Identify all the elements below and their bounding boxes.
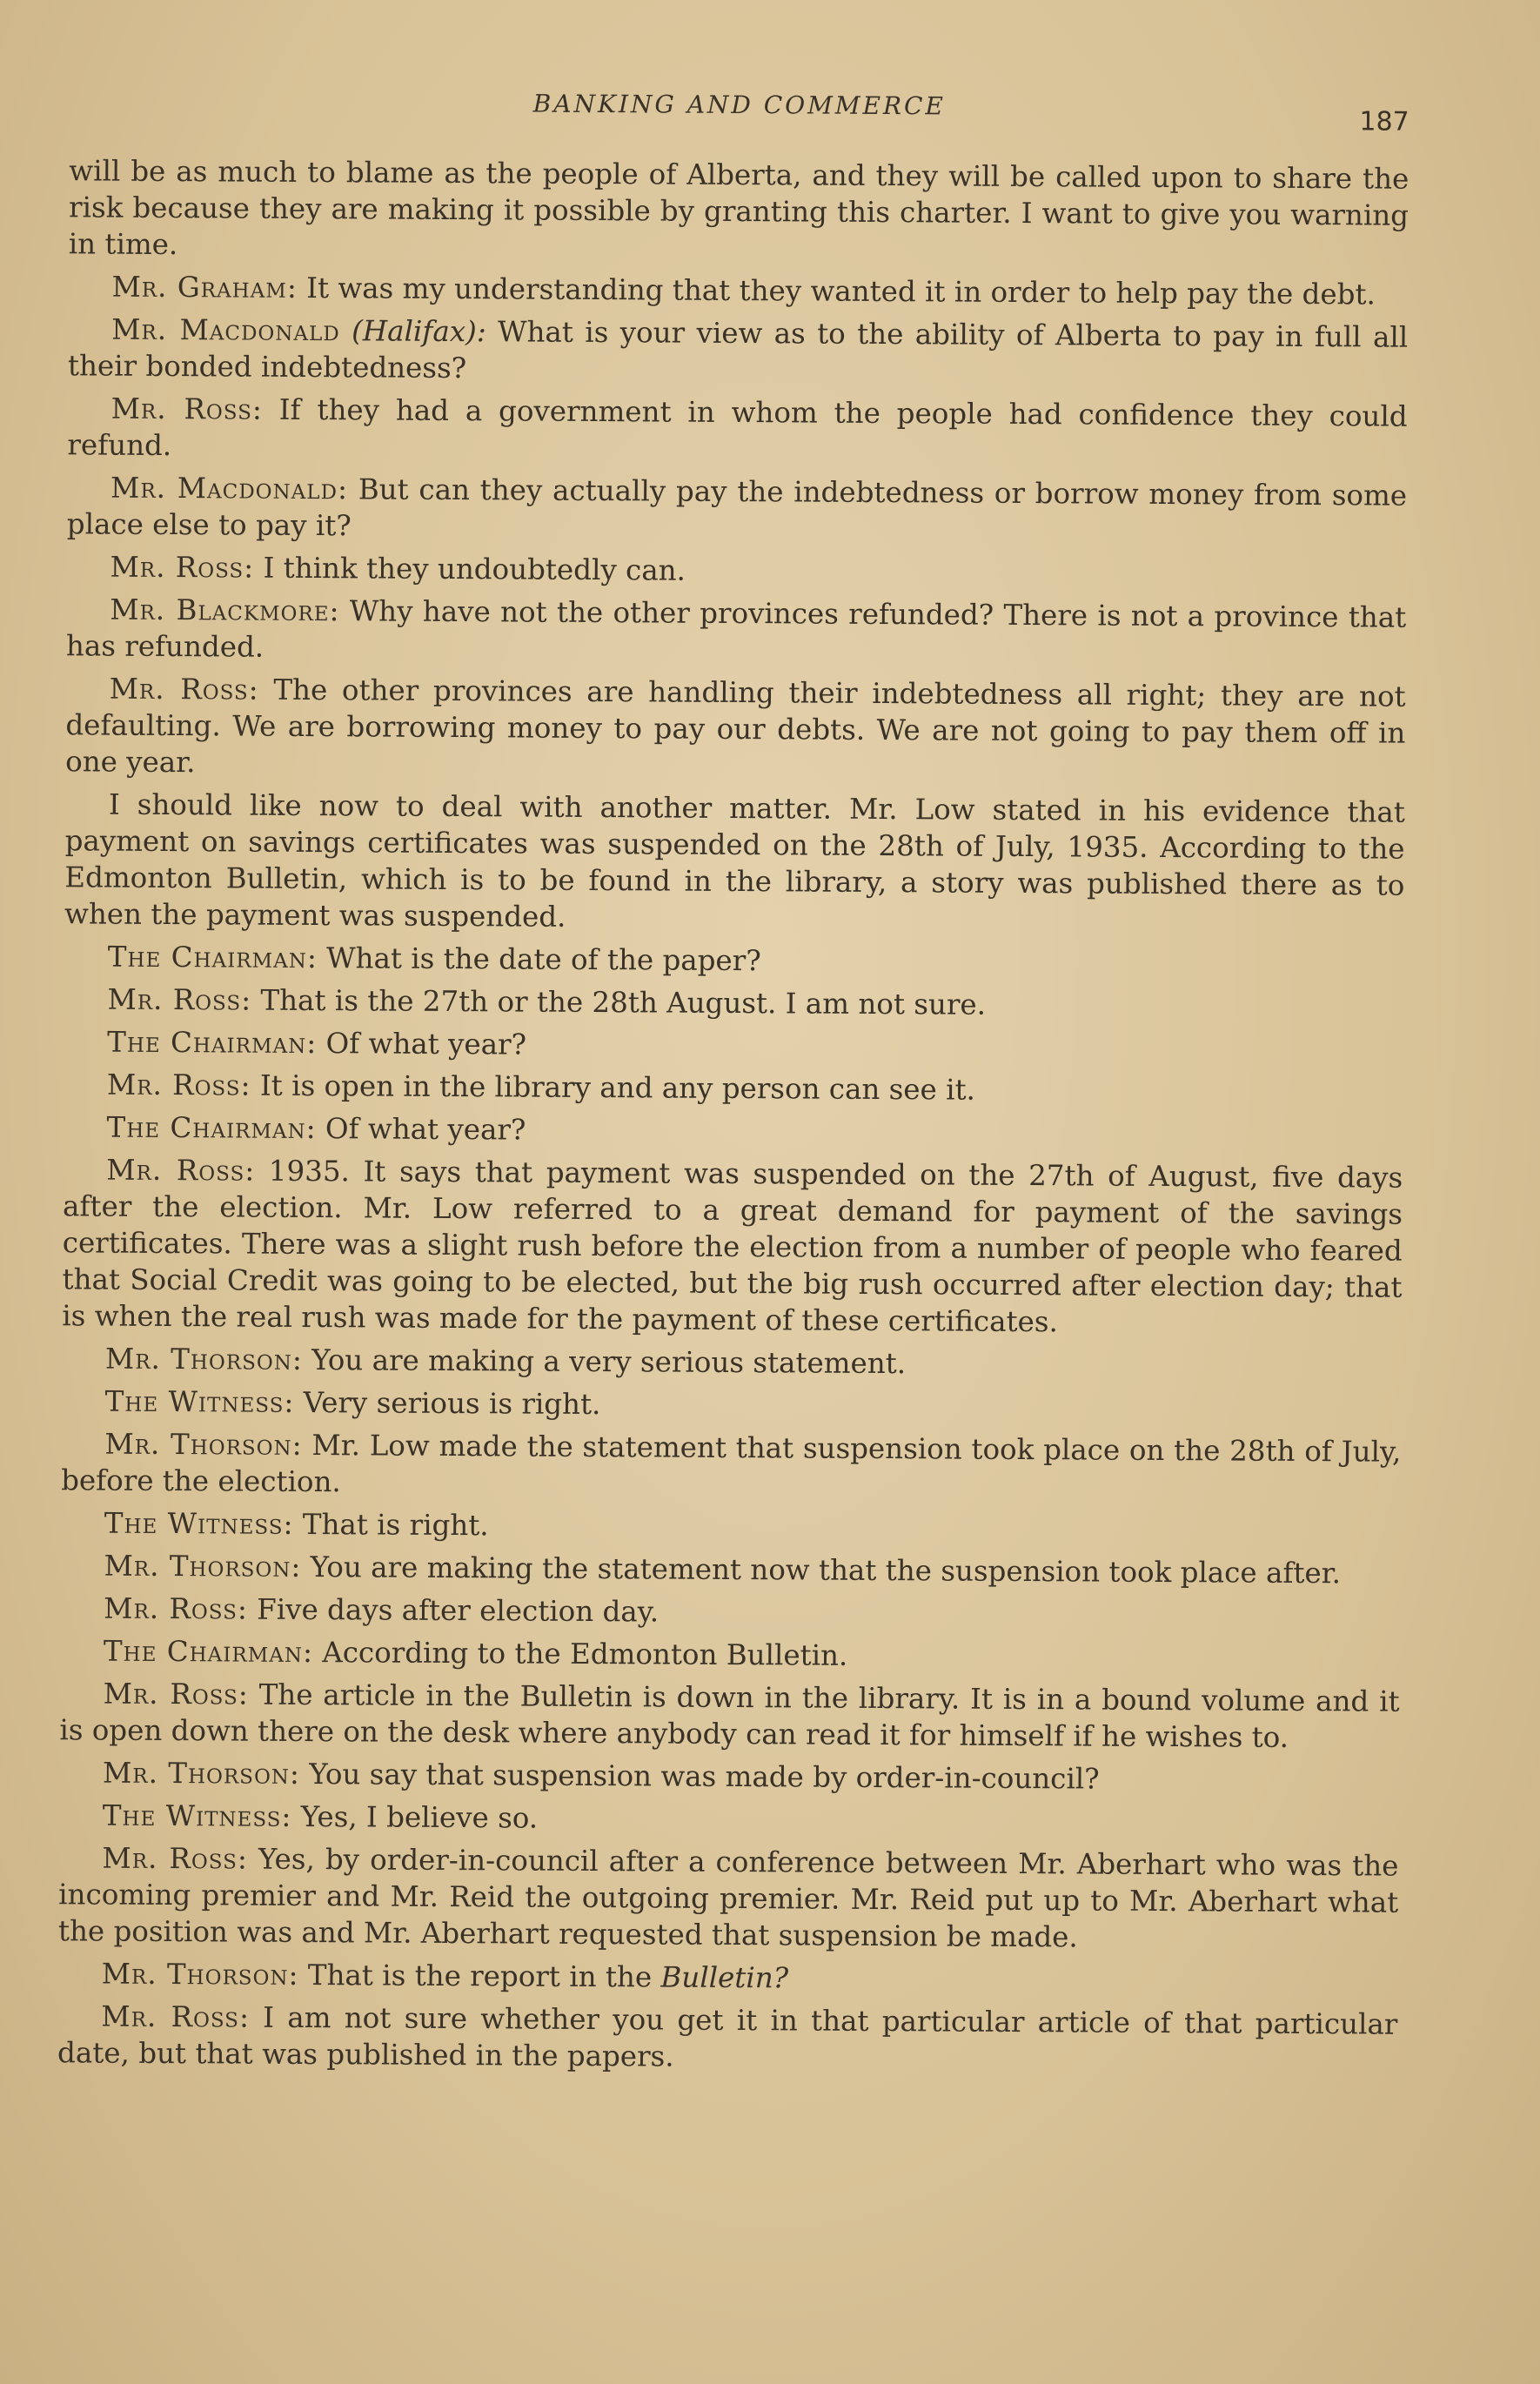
- speaker-name: Mr. Thorson:: [104, 1342, 303, 1376]
- speaker-name: Mr. Thorson:: [104, 1549, 302, 1584]
- speaker-name: The Chairman:: [103, 1634, 314, 1670]
- paragraph: [66, 591, 1406, 672]
- paragraph: [59, 1675, 1399, 1756]
- speaker-name: Mr. Ross:: [110, 550, 255, 585]
- speech-text: Yes, I believe so.: [291, 1799, 539, 1835]
- paragraph: [62, 1383, 1402, 1427]
- speech-text: That is the 27th or the 28th August. I am not sure.: [251, 983, 987, 1021]
- speech-text: That is right.: [293, 1507, 489, 1543]
- paragraph: [64, 786, 1405, 940]
- speaker-name: The Witness:: [104, 1384, 295, 1419]
- paragraph: [62, 1151, 1403, 1342]
- speaker-name: Mr. Ross:: [107, 982, 252, 1017]
- paragraph: [59, 1797, 1399, 1841]
- paragraph: [68, 268, 1408, 312]
- speech-text: But can they actually pay the indebtedness or borrow money from some place else to pay it?: [66, 472, 1408, 543]
- speech-text: will be as much to blame as the people of Alberta, and they will be called upon to share the risk because they are making it possible by granting this charter. I want to give you warning in time.: [68, 154, 1409, 262]
- speaker-name: Mr. Ross:: [110, 392, 263, 426]
- speech-text: You are making a very serious statement.: [302, 1343, 907, 1381]
- speaker-aside: (Halifax):: [339, 314, 486, 349]
- speech-text: 1935. It says that payment was suspended on the 27th of August, five days after the election. Mr. Low referred to a great demand for payment of the savings certificates. There was a slight rush before the election from a number of people who feared that Social Credit was going to be elected, but the big rush occurred after election day; that is when the real rush was made for the payment of these certificates.: [62, 1154, 1403, 1339]
- speech-text: It was my understanding that they wanted it in order to help pay the debt.: [297, 271, 1376, 311]
- speaker-name: The Witness:: [104, 1506, 294, 1541]
- paragraph: [67, 390, 1407, 471]
- speaker-name: Mr. Graham:: [111, 270, 298, 305]
- speaker-name: Mr. Macdonald:: [110, 471, 349, 506]
- speech-text: It is open in the library and any person can see it.: [251, 1068, 976, 1107]
- paragraph: [60, 1632, 1400, 1677]
- speech-text: The article in the Bulletin is down in the library. It is in a bound volume and it is open down there on the desk where anybody can read it for himself if he wishes to.: [59, 1678, 1400, 1754]
- speech-text: You are making the statement now that the suspension took place after.: [301, 1550, 1342, 1590]
- paragraph: [64, 1066, 1403, 1110]
- paragraph: [61, 1425, 1401, 1506]
- paragraph: [61, 1504, 1401, 1549]
- paragraph: [64, 938, 1404, 982]
- paragraph: [62, 1340, 1402, 1384]
- speech-text: Of what year?: [316, 1112, 526, 1147]
- speaker-name: Mr. Ross:: [104, 1591, 249, 1626]
- speech-text: I think they undoubtedly can.: [254, 551, 686, 587]
- paragraph: [58, 1839, 1399, 1957]
- speaker-name: Mr. Ross:: [106, 1153, 256, 1188]
- speaker-name: Mr. Ross:: [102, 1841, 249, 1876]
- speaker-name: Mr. Macdonald: [111, 312, 340, 348]
- speaker-name: Mr. Ross:: [109, 672, 259, 706]
- paragraph: [64, 981, 1403, 1025]
- speech-text: Mr. Low made the statement that suspension took place on the 28th of July, before the election.: [61, 1428, 1402, 1499]
- speaker-name: Mr. Blackmore:: [110, 593, 340, 628]
- paragraph: [69, 152, 1409, 270]
- paragraph: [60, 1590, 1400, 1634]
- paragraph: [67, 469, 1407, 550]
- speech-text: If they had a government in whom the people had confidence they could refund.: [67, 392, 1408, 463]
- paragraph: [59, 1754, 1399, 1798]
- paragraph: [65, 670, 1406, 787]
- speech-text: I should like now to deal with another matter. Mr. Low stated in his evidence that payment on savings certificates was suspended on the 28th of July, 1935. According to the Edmonton Bulletin, which is to be found in the library, a story was published there as to when the payment was suspended.: [64, 787, 1405, 934]
- speaker-name: Mr. Thorson:: [101, 1957, 299, 1992]
- speaker-name: Mr. Thorson:: [102, 1756, 301, 1791]
- body-text: [57, 152, 1409, 2079]
- speech-text: Why have not the other provinces refunded? There is not a province that has refunded.: [65, 594, 1407, 664]
- speech-text: According to the Edmonton Bulletin.: [312, 1636, 848, 1672]
- document-page: [57, 74, 1409, 2085]
- speaker-name: Mr. Ross:: [106, 1068, 251, 1102]
- speech-text: What is your view as to the ability of Alberta to pay in full all their bonded indebtedness?: [67, 315, 1409, 385]
- speaker-name: The Chairman:: [107, 940, 318, 975]
- speaker-name: The Witness:: [102, 1798, 292, 1833]
- speech-text: Of what year?: [317, 1027, 527, 1061]
- paragraph: [57, 1998, 1397, 2079]
- paragraph: [63, 1108, 1403, 1153]
- speech-text: The other provinces are handling their indebtedness all right; they are not defaulting. We are borrowing money to pay our debts. We are not going to pay them off in one year.: [65, 673, 1406, 780]
- paragraph: [66, 548, 1406, 593]
- speech-text: I am not sure whether you get it in that particular article of that particular date, but that was published in the papers.: [57, 2000, 1398, 2073]
- page-header: [69, 74, 1409, 160]
- speaker-name: The Chairman:: [106, 1110, 317, 1146]
- paragraph: [68, 311, 1408, 392]
- paragraph: [64, 1023, 1403, 1068]
- speech-text: That is the report in the: [298, 1958, 661, 1994]
- speaker-name: Mr. Ross:: [101, 1999, 251, 2034]
- speaker-name: Mr. Thorson:: [104, 1427, 303, 1462]
- page-number: 187: [1359, 106, 1409, 137]
- running-head: BANKING AND COMMERCE: [532, 89, 947, 121]
- speech-text: What is the date of the paper?: [317, 941, 761, 978]
- speech-text: You say that suspension was made by order-in-council?: [299, 1757, 1100, 1796]
- paragraph: [60, 1547, 1400, 1591]
- speech-text: Yes, by order-in-council after a conference between Mr. Aberhart who was the incoming premier and Mr. Reid the outgoing premier. Mr. Reid put up to Mr. Aberhart what the position was and Mr. Aberhart requested that suspension be made.: [57, 1842, 1399, 1954]
- speech-text: Very serious is right.: [294, 1385, 601, 1422]
- paragraph: [58, 1955, 1398, 1999]
- speaker-name: The Chairman:: [107, 1025, 318, 1061]
- speaker-name: Mr. Ross:: [103, 1677, 249, 1711]
- speech-text: Five days after election day.: [247, 1592, 660, 1629]
- speech-italic: Bulletin?: [660, 1960, 789, 1995]
